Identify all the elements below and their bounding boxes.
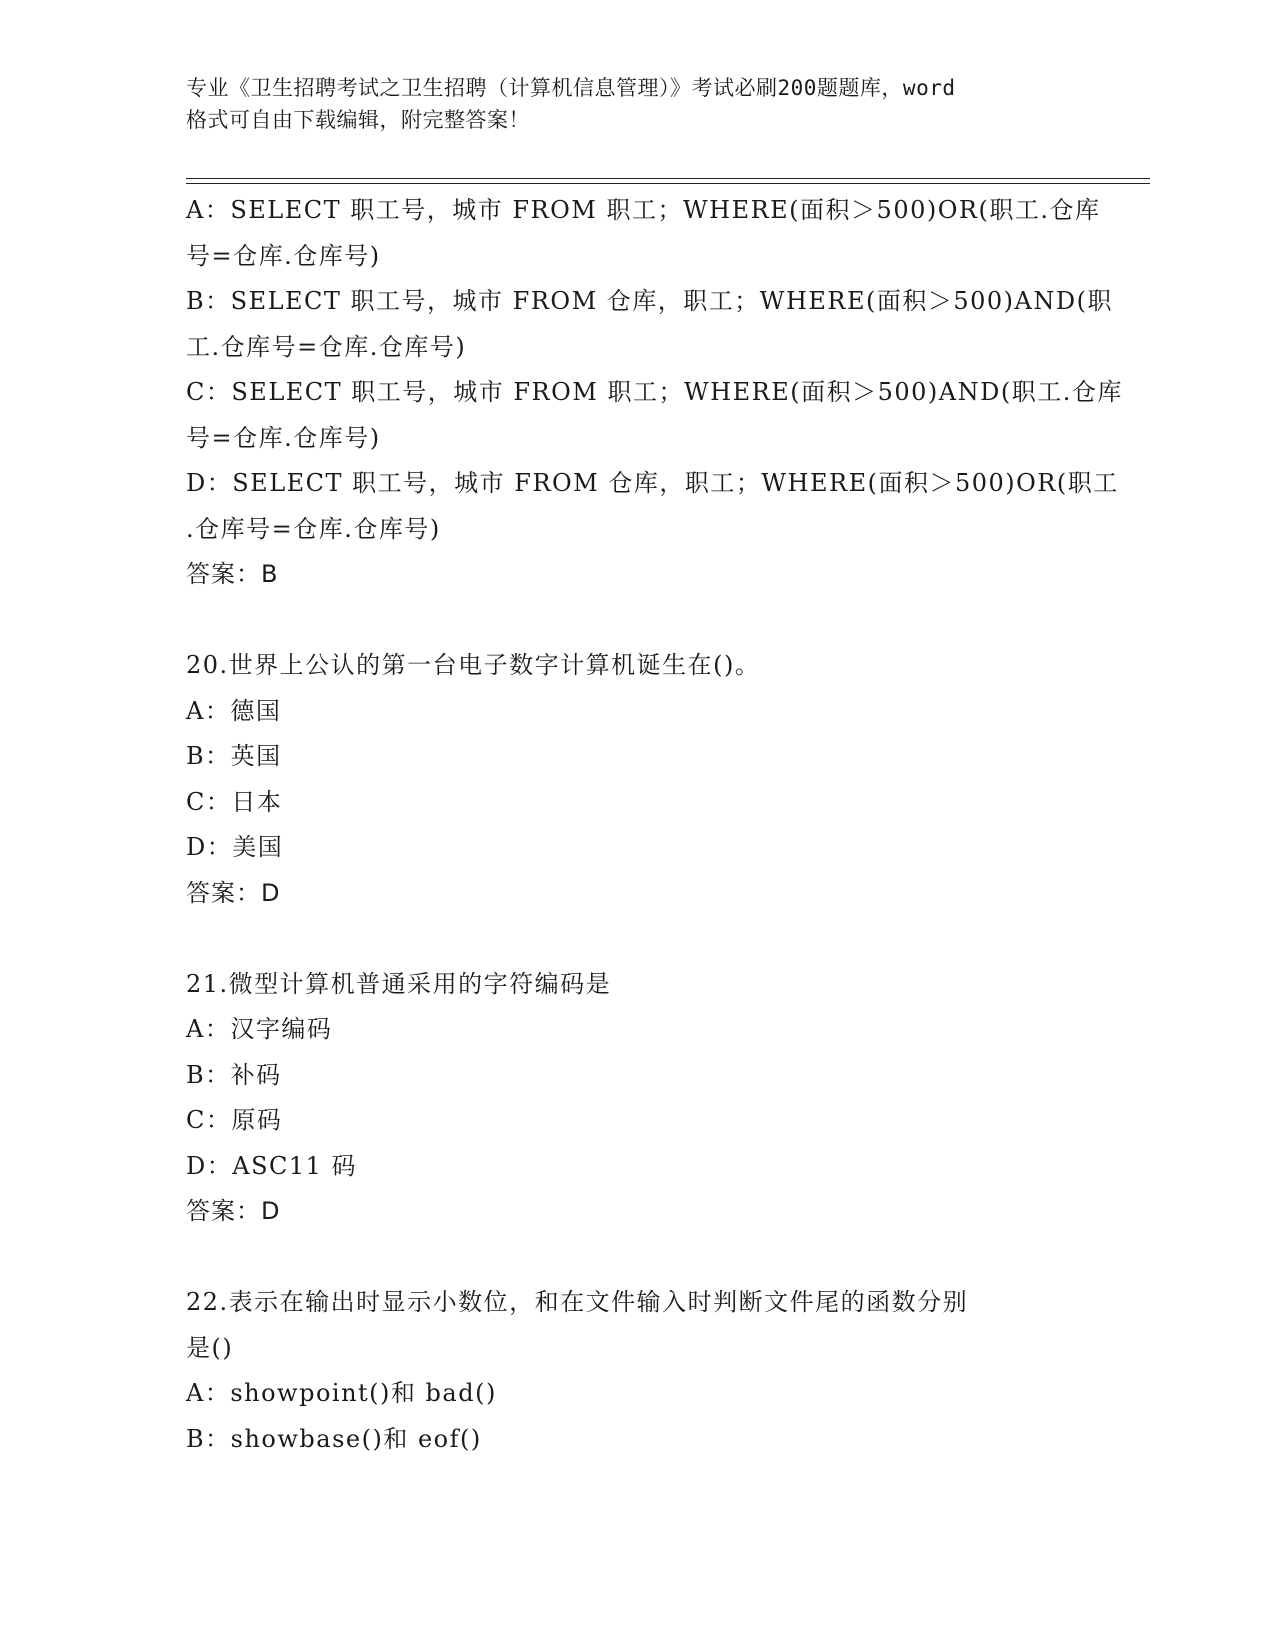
question-20-text: 20.世界上公认的第一台电子数字计算机诞生在()。: [186, 651, 761, 679]
question-19-options: [186, 188, 1123, 598]
option-a-line-2: 号=仓库.仓库号): [186, 241, 381, 270]
question-22: [186, 1280, 1086, 1462]
option-d-line-2: .仓库号=仓库.仓库号): [186, 514, 441, 543]
question-21: [186, 962, 1086, 1235]
option-d: D：ASC11 码: [186, 1151, 358, 1180]
question-21-text: 21.微型计算机普通采用的字符编码是: [186, 969, 612, 998]
option-c: C：原码: [186, 1106, 283, 1134]
option-d: D：美国: [186, 833, 284, 861]
option-b: B：补码: [186, 1060, 282, 1089]
question-list: [186, 188, 1123, 1462]
question-22-text-line-2: 是(): [186, 1333, 234, 1362]
answer-19: 答案：B: [186, 560, 279, 588]
option-b-line-2: 工.仓库号=仓库.仓库号): [186, 332, 467, 361]
answer-20: 答案：D: [186, 878, 281, 907]
option-a: A：德国: [186, 696, 282, 725]
spacer: [186, 1235, 1086, 1281]
header-divider-bottom: [186, 183, 1150, 184]
option-a: A：汉字编码: [186, 1015, 333, 1043]
option-b-line-1: B：SELECT 职工号，城市 FROM 仓库，职工；WHERE(面积＞500)AND(职: [186, 287, 1113, 315]
header-title-line-1: 专业《卫生招聘考试之卫生招聘（计算机信息管理）》考试必刷200题题库，word: [186, 76, 956, 100]
document-header: [186, 72, 1086, 136]
option-c: C：日本: [186, 787, 283, 816]
spacer: [186, 598, 1086, 644]
spacer: [186, 916, 1086, 962]
header-divider-top: [186, 178, 1150, 179]
question-22-text-line-1: 22.表示在输出时显示小数位，和在文件输入时判断文件尾的函数分别: [186, 1288, 969, 1316]
option-b: B：英国: [186, 742, 282, 770]
answer-21: 答案：D: [186, 1197, 281, 1225]
header-title-line-2: 格式可自由下载编辑，附完整答案！: [186, 108, 530, 132]
option-d-line-1: D：SELECT 职工号，城市 FROM 仓库，职工；WHERE(面积＞500)OR(职工: [186, 469, 1119, 497]
option-a-line-1: A：SELECT 职工号，城市 FROM 职工；WHERE(面积＞500)OR(职工.仓库: [186, 196, 1101, 224]
question-20: [186, 643, 1086, 916]
option-a: A：showpoint()和 bad(): [186, 1379, 497, 1407]
option-b: B：showbase()和 eof(): [186, 1424, 482, 1453]
option-c-line-2: 号=仓库.仓库号): [186, 423, 381, 452]
option-c-line-1: C：SELECT 职工号，城市 FROM 职工；WHERE(面积＞500)AND(职工.仓库: [186, 378, 1123, 406]
